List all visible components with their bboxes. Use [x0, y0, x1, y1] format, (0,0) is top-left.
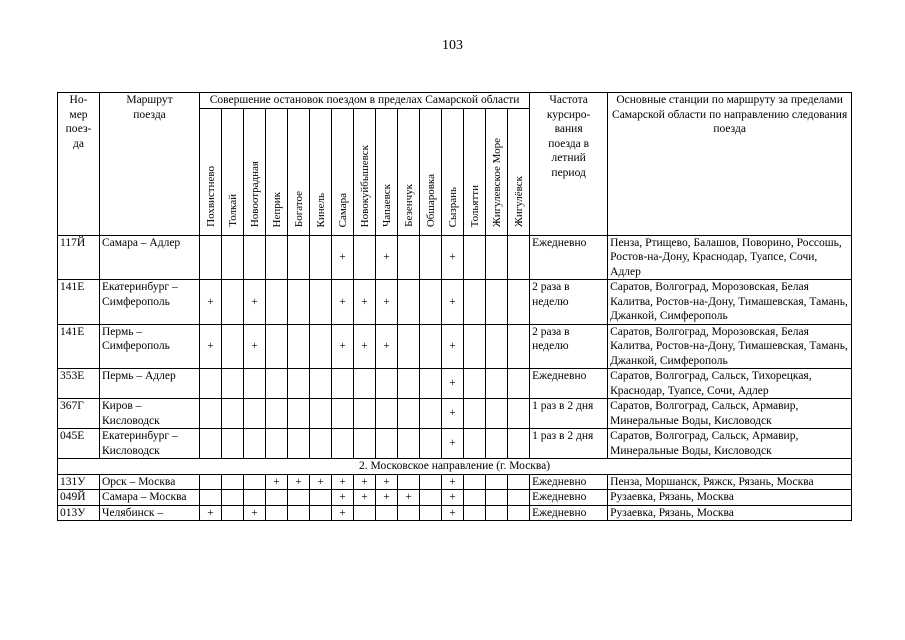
station-header — [266, 108, 288, 235]
stop-cell — [420, 280, 442, 325]
train-route: Киров – Кисловодск — [100, 399, 200, 429]
station-header — [508, 108, 530, 235]
table-row — [58, 429, 852, 459]
stop-cell — [376, 235, 398, 280]
stop-mark: + — [383, 475, 390, 488]
stop-cell — [398, 474, 420, 490]
stop-cell — [200, 399, 222, 429]
station-name: Жигулёвск — [512, 176, 525, 227]
stop-cell — [200, 235, 222, 280]
stop-cell — [508, 399, 530, 429]
schedule-body — [58, 235, 852, 521]
train-frequency: 1 раз в 2 дня — [530, 429, 608, 459]
header-frequency — [530, 93, 608, 236]
main-stations: Саратов, Волгоград, Сальск, Армавир, Минеральные Воды, Кисловодск — [608, 399, 852, 429]
train-number: 353Е — [58, 369, 100, 399]
stop-cell — [464, 429, 486, 459]
stop-cell — [200, 324, 222, 369]
stop-cell — [486, 369, 508, 399]
stop-mark: + — [449, 437, 456, 450]
stop-mark: + — [207, 340, 214, 352]
station-name: Новокуйбышевск — [358, 144, 371, 227]
stop-mark: + — [339, 295, 346, 308]
stop-cell — [266, 474, 288, 490]
stop-cell — [200, 369, 222, 399]
stop-cell — [508, 429, 530, 459]
stop-mark: + — [383, 340, 390, 352]
main-stations: Рузаевка, Рязань, Москва — [608, 505, 852, 521]
stop-cell — [332, 369, 354, 399]
main-stations: Саратов, Волгоград, Сальск, Армавир, Минеральные Воды, Кисловодск — [608, 429, 852, 459]
stop-cell — [464, 324, 486, 369]
stop-cell — [464, 369, 486, 399]
stop-cell — [288, 324, 310, 369]
stop-mark: + — [361, 295, 368, 308]
stop-cell — [266, 280, 288, 325]
stop-mark: + — [339, 475, 346, 488]
stop-cell — [310, 369, 332, 399]
stop-mark: + — [295, 475, 302, 488]
stop-cell — [310, 429, 332, 459]
main-stations: Рузаевка, Рязань, Москва — [608, 490, 852, 506]
station-header — [332, 108, 354, 235]
train-number: 049Й — [58, 490, 100, 506]
header-route-label: Маршрут поезда — [126, 94, 173, 121]
stop-cell — [376, 505, 398, 521]
stop-cell — [288, 474, 310, 490]
table-row — [58, 280, 852, 325]
stop-cell — [464, 235, 486, 280]
stop-cell — [222, 235, 244, 280]
stop-cell — [508, 280, 530, 325]
stop-cell — [266, 235, 288, 280]
train-number: 141Е — [58, 324, 100, 369]
stop-cell — [244, 474, 266, 490]
stop-mark: + — [339, 340, 346, 352]
stop-cell — [332, 324, 354, 369]
stop-cell — [442, 235, 464, 280]
station-name: Чапаевск — [380, 184, 393, 227]
station-header — [244, 108, 266, 235]
stop-cell — [288, 235, 310, 280]
station-name: Похвистнево — [204, 166, 217, 227]
stop-cell — [222, 280, 244, 325]
station-name: Кинель — [314, 192, 327, 227]
station-header — [442, 108, 464, 235]
stop-cell — [244, 505, 266, 521]
stop-cell — [266, 369, 288, 399]
stop-cell — [332, 235, 354, 280]
stop-cell — [288, 505, 310, 521]
stop-cell — [442, 369, 464, 399]
stop-cell — [376, 490, 398, 506]
stop-cell — [288, 429, 310, 459]
stop-cell — [486, 490, 508, 506]
stop-cell — [376, 280, 398, 325]
stop-cell — [486, 474, 508, 490]
stop-cell — [332, 505, 354, 521]
stop-cell — [354, 429, 376, 459]
train-number: 131У — [58, 474, 100, 490]
stop-cell — [266, 429, 288, 459]
stop-cell — [398, 369, 420, 399]
stop-cell — [200, 505, 222, 521]
stop-cell — [508, 490, 530, 506]
stop-cell — [508, 369, 530, 399]
stop-cell — [332, 280, 354, 325]
station-header — [398, 108, 420, 235]
stop-cell — [442, 280, 464, 325]
stop-cell — [486, 324, 508, 369]
stop-cell — [376, 429, 398, 459]
table-row — [58, 369, 852, 399]
stop-mark: + — [339, 491, 346, 503]
stop-cell — [420, 490, 442, 506]
stop-cell — [376, 399, 398, 429]
stop-cell — [442, 324, 464, 369]
stop-cell — [376, 474, 398, 490]
stop-cell — [398, 399, 420, 429]
stop-cell — [266, 324, 288, 369]
stop-mark: + — [251, 340, 258, 352]
stop-mark: + — [317, 475, 324, 488]
stop-cell — [420, 505, 442, 521]
stop-cell — [288, 490, 310, 506]
stop-cell — [222, 505, 244, 521]
train-frequency: 2 раза в неделю — [530, 324, 608, 369]
station-name: Толкай — [226, 194, 239, 227]
section-row — [58, 459, 852, 475]
stop-cell — [486, 429, 508, 459]
stop-cell — [486, 235, 508, 280]
stop-cell — [420, 235, 442, 280]
train-number: 367Г — [58, 399, 100, 429]
stop-cell — [310, 399, 332, 429]
stop-mark: + — [405, 491, 412, 503]
stop-cell — [442, 474, 464, 490]
stop-cell — [464, 490, 486, 506]
stop-cell — [332, 399, 354, 429]
train-route: Челябинск – — [100, 505, 200, 521]
stop-cell — [354, 474, 376, 490]
header-main-stations: Основные станции по маршруту за пределами Самарской области по направлению следования поезда — [608, 93, 852, 236]
station-header — [200, 108, 222, 235]
stop-mark: + — [339, 506, 346, 519]
station-name: Богатое — [292, 190, 305, 227]
stop-cell — [200, 280, 222, 325]
stop-cell — [354, 324, 376, 369]
stop-cell — [200, 490, 222, 506]
train-route: Пермь – Симферополь — [100, 324, 200, 369]
stop-cell — [464, 505, 486, 521]
stop-cell — [398, 490, 420, 506]
stop-cell — [420, 369, 442, 399]
table-row — [58, 399, 852, 429]
stop-mark: + — [383, 491, 390, 503]
stop-cell — [244, 429, 266, 459]
stop-cell — [266, 399, 288, 429]
stop-cell — [244, 399, 266, 429]
stop-cell — [464, 399, 486, 429]
stop-cell — [398, 280, 420, 325]
station-header — [354, 108, 376, 235]
stop-mark: + — [207, 295, 214, 308]
train-number: 013У — [58, 505, 100, 521]
stop-cell — [244, 369, 266, 399]
stop-cell — [420, 474, 442, 490]
stop-cell — [442, 399, 464, 429]
table-row — [58, 490, 852, 506]
stop-cell — [310, 324, 332, 369]
stop-mark: + — [449, 295, 456, 308]
stop-cell — [486, 280, 508, 325]
stop-cell — [266, 505, 288, 521]
station-name: Самара — [336, 192, 349, 227]
stop-cell — [332, 474, 354, 490]
stop-cell — [288, 280, 310, 325]
stop-mark: + — [251, 506, 258, 519]
stop-cell — [486, 505, 508, 521]
stop-cell — [310, 280, 332, 325]
stop-cell — [332, 429, 354, 459]
stop-cell — [222, 490, 244, 506]
train-frequency: Ежедневно — [530, 490, 608, 506]
header-train-number-label: Но- мер поез- да — [65, 94, 92, 150]
train-frequency: Ежедневно — [530, 369, 608, 399]
table-row — [58, 324, 852, 369]
stop-cell — [310, 505, 332, 521]
stop-cell — [508, 324, 530, 369]
stop-cell — [244, 324, 266, 369]
stop-cell — [354, 505, 376, 521]
stop-cell — [222, 429, 244, 459]
stop-cell — [222, 369, 244, 399]
table-row — [58, 505, 852, 521]
train-route: Орск – Москва — [100, 474, 200, 490]
station-header — [464, 108, 486, 235]
station-header — [420, 108, 442, 235]
stop-mark: + — [449, 475, 456, 488]
station-name: Неприк — [270, 191, 283, 227]
stop-cell — [464, 280, 486, 325]
page-number: 103 — [442, 38, 463, 53]
train-route: Пермь – Адлер — [100, 369, 200, 399]
header-stops-group: Совершение остановок поездом в пределах Самарской области — [200, 93, 530, 109]
train-frequency: Ежедневно — [530, 474, 608, 490]
stop-cell — [398, 324, 420, 369]
stop-cell — [288, 399, 310, 429]
station-header — [288, 108, 310, 235]
stop-cell — [508, 505, 530, 521]
station-header — [222, 108, 244, 235]
station-name: Обшаровка — [424, 173, 437, 227]
stop-mark: + — [273, 475, 280, 488]
train-frequency: 1 раз в 2 дня — [530, 399, 608, 429]
station-name: Сызрань — [446, 186, 459, 227]
train-number: 117Й — [58, 235, 100, 280]
main-stations: Пенза, Ртищево, Балашов, Поворино, Россошь, Ростов-на-Дону, Краснодар, Туапсе, Сочи, Адлер — [608, 235, 852, 280]
train-route: Екатеринбург – Кисловодск — [100, 429, 200, 459]
stop-mark: + — [383, 251, 390, 263]
stop-mark: + — [361, 475, 368, 488]
section-title: 2. Московское направление (г. Москва) — [58, 459, 852, 475]
stop-cell — [464, 474, 486, 490]
train-route: Самара – Адлер — [100, 235, 200, 280]
stop-cell — [508, 474, 530, 490]
stop-mark: + — [449, 407, 456, 420]
stop-cell — [354, 280, 376, 325]
stop-mark: + — [449, 340, 456, 352]
station-name: Жигулевское Море — [490, 137, 503, 227]
stop-mark: + — [449, 251, 456, 263]
stop-mark: + — [207, 506, 214, 519]
station-name: Тольятти — [468, 184, 481, 227]
stop-cell — [354, 490, 376, 506]
stop-cell — [442, 490, 464, 506]
stop-cell — [376, 369, 398, 399]
stop-cell — [420, 399, 442, 429]
stop-cell — [310, 474, 332, 490]
stop-cell — [222, 399, 244, 429]
stop-cell — [376, 324, 398, 369]
station-name: Новоотрадная — [248, 160, 261, 227]
stop-cell — [354, 369, 376, 399]
stop-cell — [420, 429, 442, 459]
stop-cell — [332, 490, 354, 506]
train-frequency: Ежедневно — [530, 505, 608, 521]
train-number: 141Е — [58, 280, 100, 325]
stop-cell — [288, 369, 310, 399]
station-name: Безенчук — [402, 184, 415, 227]
stop-mark: + — [449, 377, 456, 390]
stop-cell — [244, 280, 266, 325]
stop-cell — [310, 235, 332, 280]
stop-cell — [222, 324, 244, 369]
stop-cell — [486, 399, 508, 429]
stop-cell — [244, 490, 266, 506]
stop-mark: + — [361, 491, 368, 503]
stop-mark: + — [449, 506, 456, 519]
stop-mark: + — [361, 340, 368, 352]
stop-cell — [398, 235, 420, 280]
main-stations: Пенза, Моршанск, Ряжск, Рязань, Москва — [608, 474, 852, 490]
stop-cell — [222, 474, 244, 490]
stop-cell — [354, 235, 376, 280]
stop-cell — [310, 490, 332, 506]
stop-cell — [398, 429, 420, 459]
train-frequency: Ежедневно — [530, 235, 608, 280]
header-route — [100, 93, 200, 236]
header-frequency-label: Частота курсиро- вания поезда в летний период — [546, 94, 591, 179]
station-header — [486, 108, 508, 235]
stop-cell — [244, 235, 266, 280]
train-schedule-table — [57, 92, 852, 521]
stop-cell — [508, 235, 530, 280]
train-frequency: 2 раза в неделю — [530, 280, 608, 325]
stop-cell — [266, 490, 288, 506]
train-number: 045Е — [58, 429, 100, 459]
main-stations: Саратов, Волгоград, Сальск, Тихорецкая, Краснодар, Туапсе, Сочи, Адлер — [608, 369, 852, 399]
table-row — [58, 235, 852, 280]
stop-mark: + — [339, 251, 346, 263]
station-header — [376, 108, 398, 235]
stop-cell — [442, 429, 464, 459]
train-route: Екатеринбург – Симферополь — [100, 280, 200, 325]
stop-cell — [398, 505, 420, 521]
stop-cell — [420, 324, 442, 369]
header-train-number — [58, 93, 100, 236]
stop-mark: + — [449, 491, 456, 503]
main-stations: Саратов, Волгоград, Морозовская, Белая Калитва, Ростов-на-Дону, Тимашевская, Тамань, Джанкой, Симферополь — [608, 324, 852, 369]
stop-mark: + — [383, 295, 390, 308]
table-row — [58, 474, 852, 490]
stop-cell — [354, 399, 376, 429]
stop-cell — [200, 429, 222, 459]
station-header — [310, 108, 332, 235]
stop-mark: + — [251, 295, 258, 308]
stop-cell — [200, 474, 222, 490]
train-route: Самара – Москва — [100, 490, 200, 506]
main-stations: Саратов, Волгоград, Морозовская, Белая Калитва, Ростов-на-Дону, Тимашевская, Тамань, Джанкой, Симферополь — [608, 280, 852, 325]
stop-cell — [442, 505, 464, 521]
